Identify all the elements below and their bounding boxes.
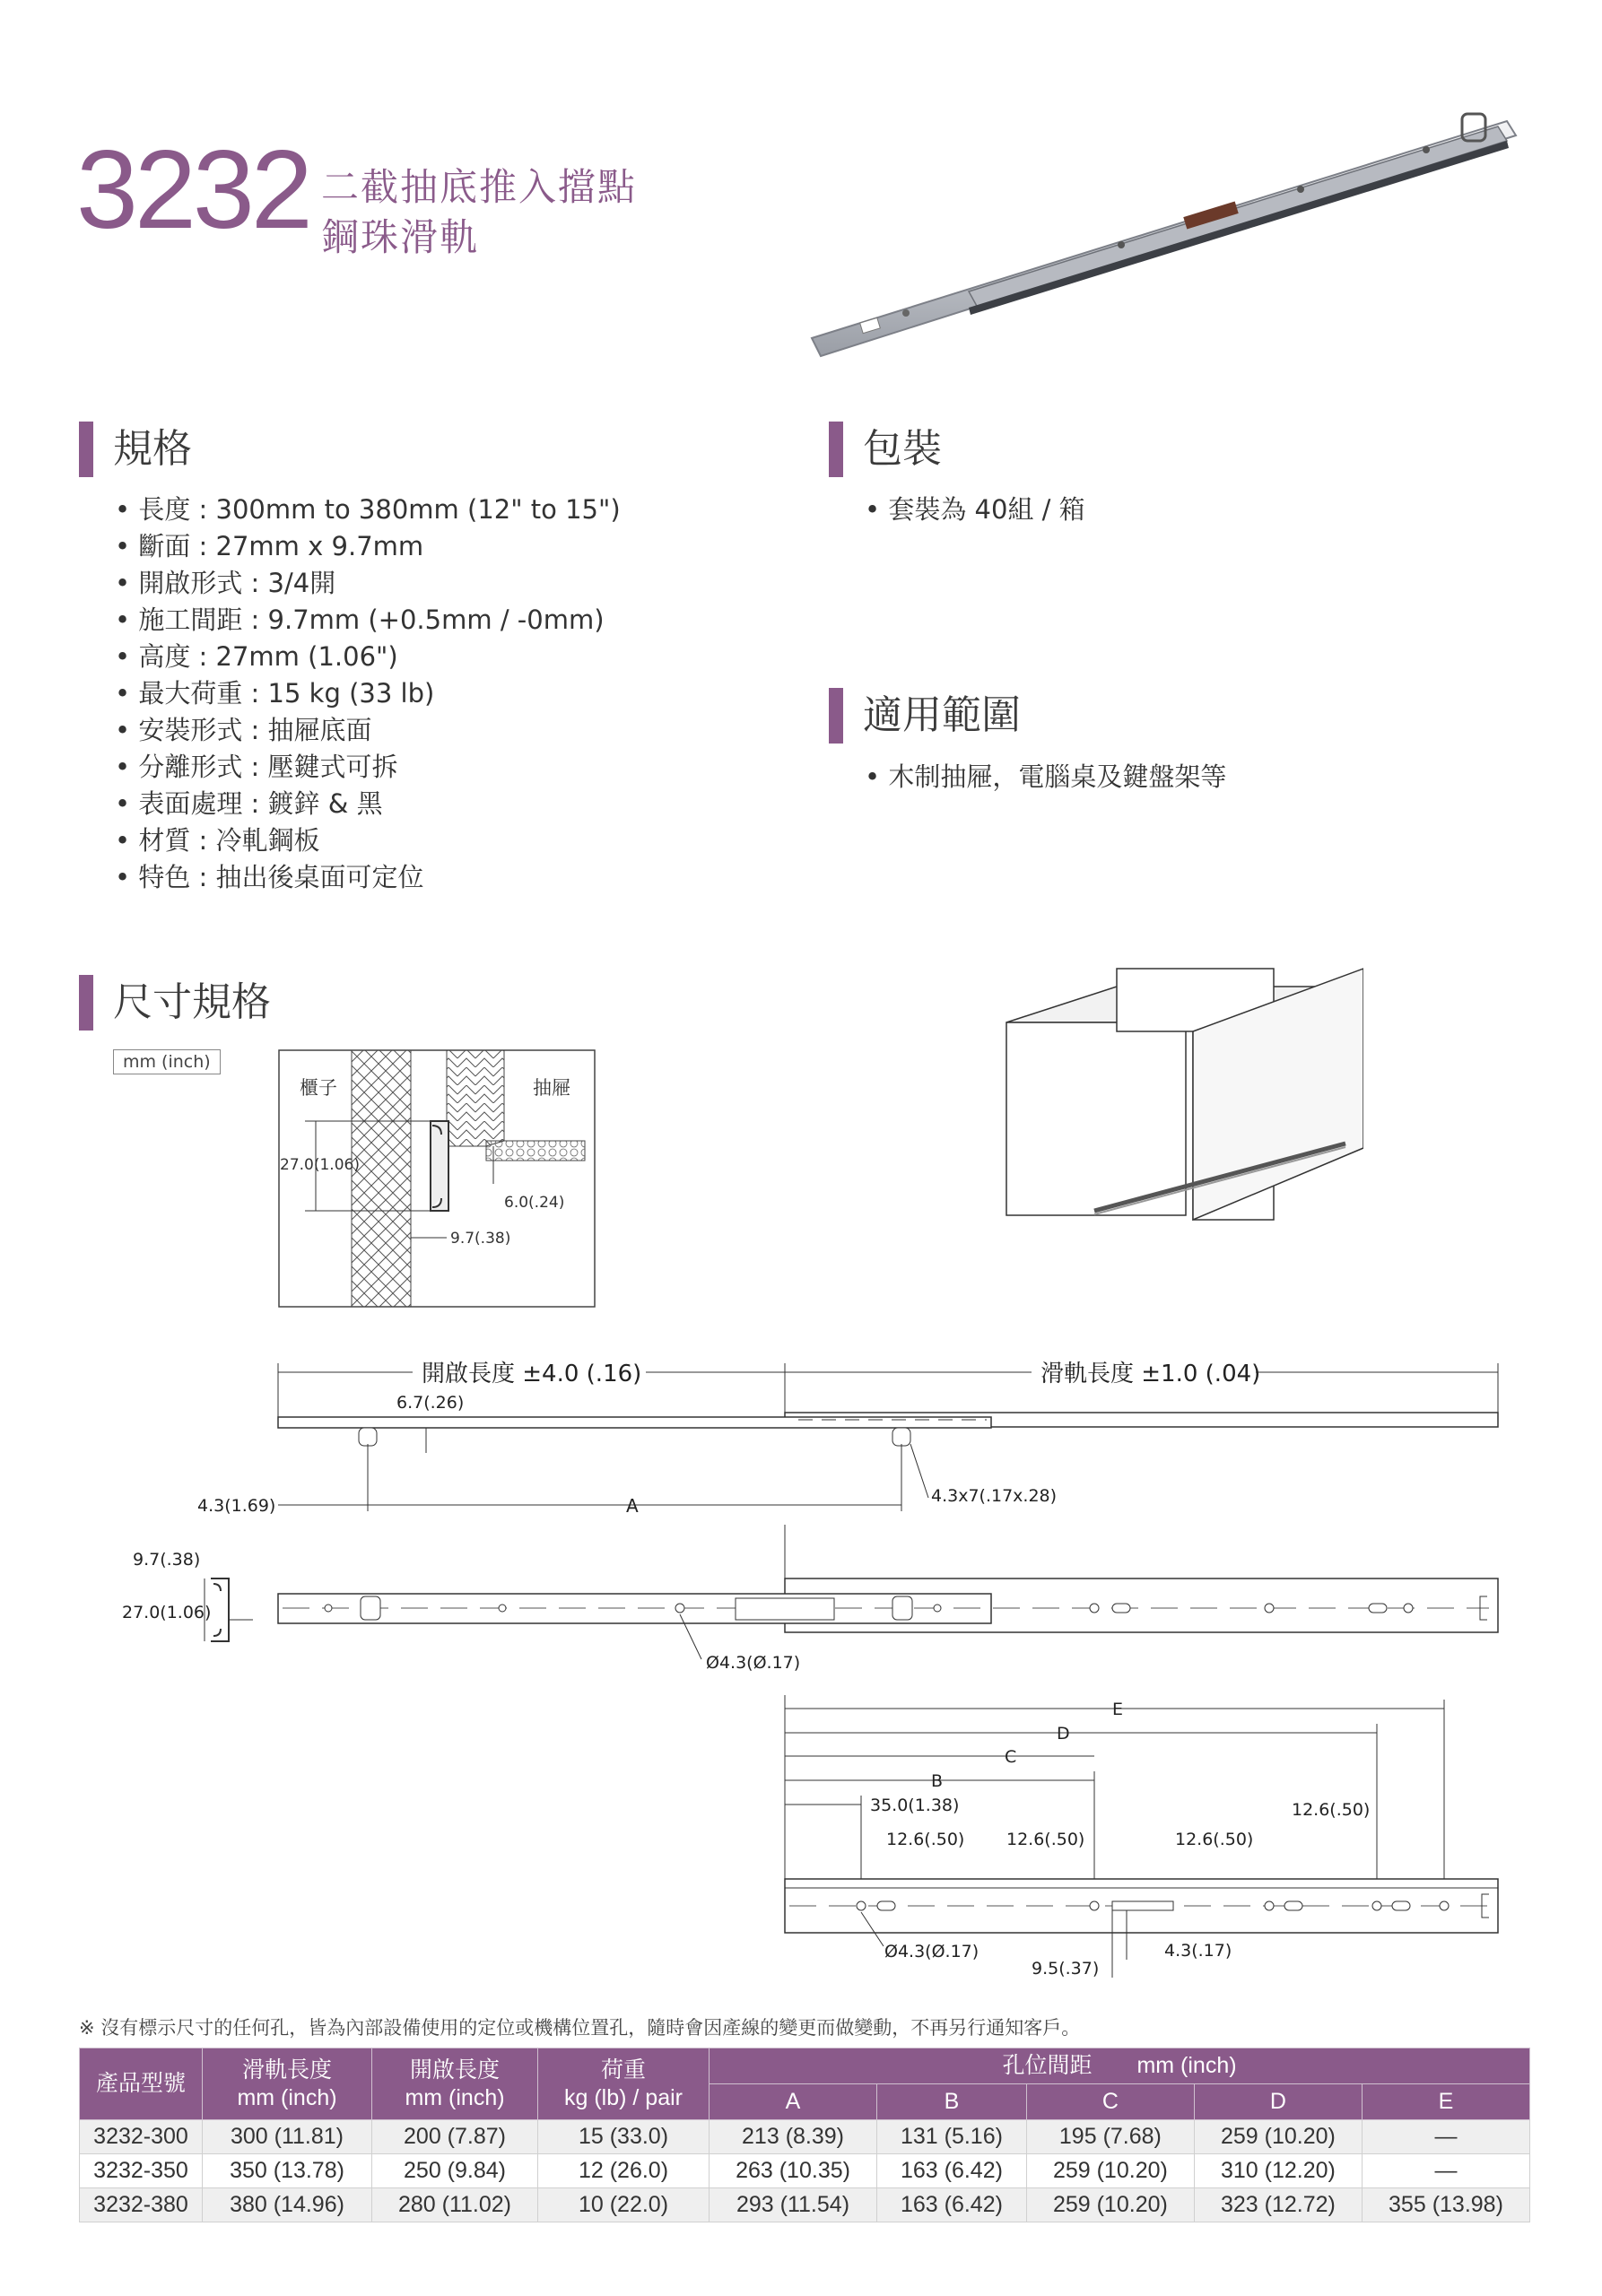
cabinet-label: 櫃子 <box>300 1077 337 1099</box>
hole-dia-label: Ø4.3(Ø.17) <box>706 1653 801 1673</box>
col-B: B <box>877 2084 1027 2120</box>
specs-list <box>115 491 621 896</box>
dim-A: A <box>626 1495 639 1517</box>
spec-item: • 高度 : 27mm (1.06") <box>115 639 621 675</box>
packaging-item: • 套裝為 40組 / 箱 <box>865 491 1085 528</box>
dim-9-7: 9.7(.38) <box>133 1550 201 1570</box>
dim-9-5: 9.5(.37) <box>1032 1959 1100 1979</box>
side-view-drawing <box>54 1336 1579 1982</box>
dim-6-7: 6.7(.26) <box>396 1393 465 1413</box>
spec-item: • 安裝形式 : 抽屜底面 <box>115 712 621 749</box>
spec-item: • 斷面 : 27mm x 9.7mm <box>115 528 621 565</box>
col-D: D <box>1194 2084 1362 2120</box>
height-dim: 27.0(1.06) <box>280 1156 360 1174</box>
product-photo <box>798 94 1534 381</box>
dim-D: D <box>1057 1724 1070 1744</box>
width-dim: 9.7(.38) <box>450 1230 511 1248</box>
col-open-length: 開啟長度 mm (inch) <box>372 2048 538 2120</box>
application-heading: 適用範圍 <box>829 688 1021 744</box>
footnote: ※ 沒有標示尺寸的任何孔，皆為內部設備使用的定位或機構位置孔，隨時會因產線的變更而做變動，不再另行通知客戶。 <box>79 2017 1081 2039</box>
packaging-list <box>865 491 1085 528</box>
spec-item: • 材質 : 冷軋鋼板 <box>115 822 621 859</box>
drawer-illustration <box>1005 960 1363 1229</box>
unit-label: mm (inch) <box>113 1049 221 1074</box>
col-A: A <box>710 2084 877 2120</box>
table-row: 3232-300 300 (11.81) 200 (7.87) 15 (33.0) 213 (8.39) 131 (5.16) 195 (7.68) 259 (10.20) — <box>80 2120 1530 2154</box>
dim-C: C <box>1005 1747 1017 1767</box>
dim-E: E <box>1112 1700 1124 1719</box>
product-title-line1: 二截抽底推入擋點 <box>321 165 638 209</box>
col-load: 荷重 kg (lb) / pair <box>538 2048 710 2120</box>
packaging-heading: 包裝 <box>829 422 942 477</box>
spec-item: • 分離形式 : 壓鍵式可拆 <box>115 749 621 786</box>
slot-dim: 4.3x7(.17x.28) <box>931 1486 1058 1506</box>
dim-4-3-left: 4.3(1.69) <box>197 1496 276 1516</box>
rail-length-label: 滑軌長度 ±1.0 (.04) <box>1040 1361 1261 1387</box>
table-row: 3232-380 380 (14.96) 280 (11.02) 10 (22.0) 293 (11.54) 163 (6.42) 259 (10.20) 323 (12.72) 355 (13.98) <box>80 2188 1530 2222</box>
spec-item: • 特色 : 抽出後桌面可定位 <box>115 859 621 896</box>
spec-table <box>79 2048 1530 2222</box>
dim-12-6-b: 12.6(.50) <box>1006 1830 1085 1849</box>
model-number: 3232 <box>76 128 309 252</box>
spec-item: • 開啟形式 : 3/4開 <box>115 565 621 602</box>
spec-item: • 表面處理 : 鍍鋅 & 黑 <box>115 786 621 822</box>
product-title-line2: 鋼珠滑軌 <box>321 215 480 259</box>
col-model: 產品型號 <box>80 2048 203 2120</box>
drawer-label: 抽屜 <box>533 1077 570 1099</box>
hole-dia-label-lower: Ø4.3(Ø.17) <box>884 1942 979 1961</box>
gap-dim: 6.0(.24) <box>504 1194 565 1212</box>
spec-item: • 長度 : 300mm to 380mm (12" to 15") <box>115 491 621 528</box>
dim-12-6-c: 12.6(.50) <box>1175 1830 1254 1849</box>
dim-35: 35.0(1.38) <box>870 1796 960 1815</box>
dim-12-6-d: 12.6(.50) <box>1292 1800 1371 1820</box>
dim-4-3: 4.3(.17) <box>1164 1941 1232 1961</box>
opening-length-label: 開啟長度 ±4.0 (.16) <box>422 1361 642 1387</box>
cross-section-diagram <box>278 1049 597 1309</box>
specs-heading: 規格 <box>79 422 192 477</box>
spec-item: • 施工間距 : 9.7mm (+0.5mm / -0mm) <box>115 602 621 639</box>
dimensions-heading: 尺寸規格 <box>79 975 271 1031</box>
dim-27: 27.0(1.06) <box>122 1603 212 1622</box>
col-E: E <box>1362 2084 1529 2120</box>
table-row: 3232-350 350 (13.78) 250 (9.84) 12 (26.0) 263 (10.35) 163 (6.42) 259 (10.20) 310 (12.20) — <box>80 2154 1530 2188</box>
application-item: • 木制抽屜，電腦桌及鍵盤架等 <box>865 759 1226 796</box>
dim-12-6-a: 12.6(.50) <box>886 1830 965 1849</box>
col-rail-length: 滑軌長度 mm (inch) <box>203 2048 372 2120</box>
application-list <box>865 759 1226 796</box>
spec-item: • 最大荷重 : 15 kg (33 lb) <box>115 675 621 712</box>
col-hole-spacing: 孔位間距 mm (inch) <box>710 2048 1530 2084</box>
col-C: C <box>1026 2084 1194 2120</box>
dim-B: B <box>931 1771 944 1791</box>
